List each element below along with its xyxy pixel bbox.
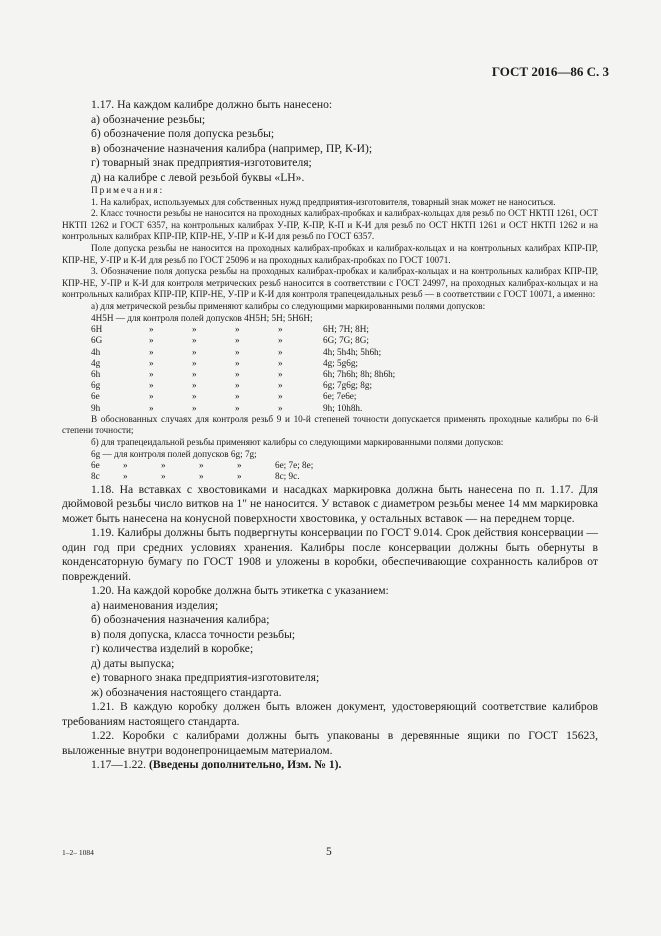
ditto-mark: » bbox=[235, 402, 240, 413]
amendment-text: (Введены дополнительно, Изм. № 1). bbox=[148, 758, 342, 772]
amendment-range: 1.17—1.22. bbox=[91, 758, 147, 772]
list-item: а) наименования изделия; bbox=[91, 598, 219, 612]
ditto-mark: » bbox=[192, 391, 197, 402]
note-2: 2. Класс точности резьбы не наносится на проходных калибрах-пробках и калибрах-кольцах для резьб по ОСТ НКТП 1261, ОСТ НКТП 1262 и ГОСТ 6357, на контрольных калибрах У-ПР, К-ПР, К-П и К-И для резьб по ОСТ НКТП 1261 и ОСТ НКТП 1262 и на контрольных калибрах КПР-ПР, КПР-НЕ, У-ПР и К-И для резьб по ГОСТ 6357. bbox=[62, 208, 598, 242]
ditto-mark: » bbox=[278, 391, 283, 402]
tolerance-row bbox=[91, 471, 313, 482]
list-item: г) количества изделий в коробке; bbox=[91, 642, 254, 656]
note-2b: Поле допуска резьбы не наносится на проходных калибрах-пробках и калибрах-кольцах и на контрольных калибрах КПР-ПР, КПР-НЕ, У-ПР и К-И для резьб по ГОСТ 25096 и на проходных калибрах-пробках по ГОСТ 10071. bbox=[62, 242, 598, 265]
ditto-mark: » bbox=[192, 357, 197, 368]
ditto-mark: » bbox=[278, 335, 283, 346]
page-content bbox=[62, 98, 598, 773]
list-item: ж) обозначения настоящего стандарта. bbox=[91, 685, 282, 699]
tolerance-row bbox=[91, 391, 395, 402]
marked-field: 6e bbox=[91, 391, 100, 402]
ditto-mark: » bbox=[278, 402, 283, 413]
tolerance-row bbox=[91, 380, 395, 391]
tolerance-row bbox=[91, 324, 395, 335]
clause-1-18: 1.18. На вставках с хвостовиками и насадках маркировка должна быть нанесена по п. 1.17. Для дюймовой резьбы число витков на 1" не наносится. У вставок с диаметром резьбы менее 14 мм маркировка может быть нанесена на конусной поверхности хвостовика, у остальных вставок — на переднем торце. bbox=[62, 482, 598, 525]
ditto-mark: » bbox=[278, 346, 283, 357]
controlled-fields: 6H; 7H; 8H; bbox=[323, 324, 369, 335]
tolerance-row bbox=[91, 460, 313, 471]
ditto-mark: » bbox=[161, 460, 166, 471]
tolerance-row bbox=[91, 403, 395, 414]
trapezoidal-tolerance-table bbox=[91, 460, 313, 482]
ditto-mark: » bbox=[278, 368, 283, 379]
tolerance-row bbox=[91, 369, 395, 380]
note-1: 1. На калибрах, используемых для собственных нужд предприятия-изготовителя, товарный знак может не наноситься. bbox=[91, 196, 556, 207]
footer-code: 1–2– 1084 bbox=[62, 848, 94, 857]
ditto-mark: » bbox=[192, 402, 197, 413]
controlled-fields: 6e; 7e; 8e; bbox=[275, 460, 314, 471]
ditto-mark: » bbox=[192, 368, 197, 379]
ditto-mark: » bbox=[235, 380, 240, 391]
controlled-fields: 8c; 9c. bbox=[275, 471, 300, 482]
ditto-mark: » bbox=[199, 460, 204, 471]
marked-field: 6h bbox=[91, 368, 101, 379]
list-item: в) обозначение назначения калибра (например, ПР, К-И); bbox=[91, 141, 373, 155]
ditto-mark: » bbox=[235, 368, 240, 379]
marked-field: 6e bbox=[91, 460, 100, 471]
ditto-mark: » bbox=[278, 324, 283, 335]
ditto-mark: » bbox=[149, 402, 154, 413]
ditto-mark: » bbox=[149, 346, 154, 357]
controlled-fields: 4g; 5g6g; bbox=[323, 357, 358, 368]
note-3: 3. Обозначение поля допуска резьбы на проходных калибрах-пробках и калибрах-кольцах и на контрольных калибрах КПР-ПР, КПР-НЕ, У-ПР и К-И для контроля метрических резьб наносится в соответствии с ГОСТ 24997, на проходных калибрах-кольцах и на контрольных калибрах КПР-ПР, КПР-НЕ, У-ПР и К-И для контроля трапецеидальных резьб — в соответствии с ГОСТ 10071, а именно: bbox=[62, 266, 598, 300]
metric-tolerance-table bbox=[91, 324, 395, 414]
tolerance-row bbox=[91, 347, 395, 358]
clause-1-19: 1.19. Калибры должны быть подвергнуты консервации по ГОСТ 9.014. Срок действия консервации — один год при средних условиях хранения. Калибры после консервации должны быть обернуты в конденсаторную бумагу по ГОСТ 1908 и уложены в коробки, обеспечивающие сохранность калибров от повреждений. bbox=[62, 526, 598, 583]
marked-field: 8c bbox=[91, 471, 100, 482]
controlled-fields: 6h; 7h6h; 8h; 8h6h; bbox=[323, 368, 396, 379]
marked-field: 4h bbox=[91, 346, 101, 357]
ditto-mark: » bbox=[149, 324, 154, 335]
controlled-fields: 4h; 5h4h; 5h6h; bbox=[323, 346, 382, 357]
marked-field: 6g bbox=[91, 380, 101, 391]
controlled-fields: 6G; 7G; 8G; bbox=[323, 335, 369, 346]
clause-1-17-lead: 1.17. На каждом калибре должно быть нанесено: bbox=[91, 98, 333, 111]
marked-field: 4g bbox=[91, 357, 101, 368]
ditto-mark: » bbox=[149, 391, 154, 402]
list-item: г) товарный знак предприятия-изготовителя; bbox=[91, 156, 312, 169]
ditto-mark: » bbox=[161, 471, 166, 482]
list-item: б) обозначения назначения калибра; bbox=[91, 613, 270, 627]
ditto-mark: » bbox=[278, 357, 283, 368]
controlled-fields: 6e; 7e6e; bbox=[323, 391, 357, 402]
notes-heading: Примечания: bbox=[91, 185, 165, 195]
marked-field: 9h bbox=[91, 402, 101, 413]
note-3a-line0: 4H5H — для контроля полей допусков 4H5H; 5H; 5H6H; bbox=[91, 312, 313, 323]
ditto-mark: » bbox=[149, 380, 154, 391]
ditto-mark: » bbox=[192, 346, 197, 357]
list-item: в) поля допуска, класса точности резьбы; bbox=[91, 627, 296, 641]
ditto-mark: » bbox=[235, 357, 240, 368]
ditto-mark: » bbox=[235, 391, 240, 402]
ditto-mark: » bbox=[149, 335, 154, 346]
note-3b-line0: 6g — для контроля полей допусков 6g; 7g; bbox=[91, 448, 257, 459]
list-item: д) даты выпуска; bbox=[91, 656, 175, 670]
ditto-mark: » bbox=[149, 357, 154, 368]
marked-field: 6H bbox=[91, 324, 103, 335]
ditto-mark: » bbox=[235, 324, 240, 335]
clause-1-20-lead: 1.20. На каждой коробке должна быть этикетка с указанием: bbox=[91, 584, 389, 598]
clause-1-22: 1.22. Коробки с калибрами должны быть упакованы в деревянные ящики по ГОСТ 15623, выложенные внутри водонепроницаемым материалом. bbox=[62, 729, 598, 757]
page-header: ГОСТ 2016—86 С. 3 bbox=[491, 64, 609, 79]
tolerance-row bbox=[91, 335, 395, 346]
list-item: д) на калибре с левой резьбой буквы «LH». bbox=[91, 170, 305, 184]
page-number: 5 bbox=[326, 846, 332, 858]
ditto-mark: » bbox=[235, 346, 240, 357]
ditto-mark: » bbox=[278, 380, 283, 391]
ditto-mark: » bbox=[192, 380, 197, 391]
ditto-mark: » bbox=[123, 471, 128, 482]
ditto-mark: » bbox=[235, 335, 240, 346]
marked-field: 6G bbox=[91, 335, 103, 346]
controlled-fields: 6g; 7g6g; 8g; bbox=[323, 380, 373, 391]
list-item: б) обозначение поля допуска резьбы; bbox=[91, 127, 275, 140]
ditto-mark: » bbox=[123, 460, 128, 471]
ditto-mark: » bbox=[192, 324, 197, 335]
ditto-mark: » bbox=[199, 471, 204, 482]
clause-1-21: 1.21. В каждую коробку должен быть вложен документ, удостоверяющий соответствие калибров требованиям настоящего стандарта. bbox=[62, 700, 598, 728]
ditto-mark: » bbox=[192, 335, 197, 346]
ditto-mark: » bbox=[149, 368, 154, 379]
note-3a-after: В обоснованных случаях для контроля резьб 9 и 10-й степеней точности допускается применять проходные калибры по 6-й степени точности; bbox=[62, 413, 598, 436]
tolerance-row bbox=[91, 358, 395, 369]
list-item: а) обозначение резьбы; bbox=[91, 112, 206, 126]
note-3a-intro: а) для метрической резьбы применяют калибры со следующими маркированными полями допусков: bbox=[91, 300, 486, 311]
controlled-fields: 9h; 10h8h. bbox=[323, 402, 363, 413]
ditto-mark: » bbox=[237, 471, 242, 482]
amendment-note bbox=[62, 758, 598, 773]
ditto-mark: » bbox=[237, 460, 242, 471]
list-item: е) товарного знака предприятия-изготовителя; bbox=[91, 671, 320, 685]
note-3b-intro: б) для трапецеидальной резьбы применяют калибры со следующими маркированными полями допусков: bbox=[91, 436, 504, 447]
